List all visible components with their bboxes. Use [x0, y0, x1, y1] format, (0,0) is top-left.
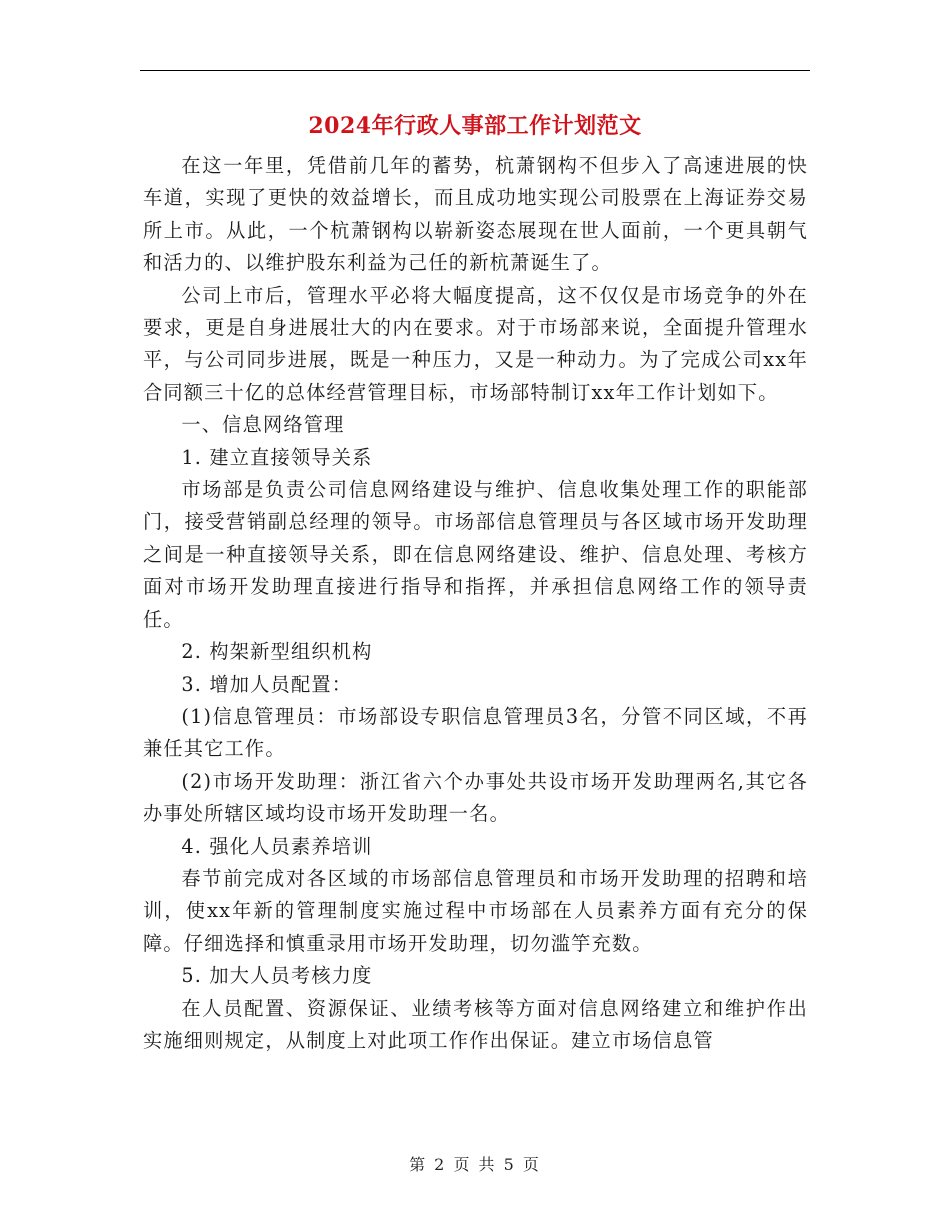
- list-item-info-manager: (1)信息管理员：市场部设专职信息管理员3名，分管不同区域，不再兼任其它工作。: [143, 704, 808, 761]
- header-rule: [140, 70, 810, 71]
- paragraph-listing: 公司上市后，管理水平必将大幅度提高，这不仅仅是市场竞争的外在要求，更是自身进展壮大的内在要求。对于市场部来说，全面提升管理水平，与公司同步进展，既是一种压力，又是一种动力。为了完成公司xx年合同额三十亿的总体经营管理目标，市场部特制订xx年工作计划如下。: [143, 283, 808, 404]
- list-item-market-assistant: (2)市场开发助理：浙江省六个办事处共设市场开发助理两名,其它各办事处所辖区域均设市场开发助理一名。: [143, 769, 808, 826]
- subheading-4: 4. 强化人员素养培训: [181, 834, 373, 858]
- page-number: 第 2 页 共 5 页: [409, 1155, 541, 1174]
- paragraph-leadership: 市场部是负责公司信息网络建设与维护、信息收集处理工作的职能部门，接受营销副总经理的领导。市场部信息管理员与各区域市场开发助理之间是一种直接领导关系，即在信息网络建设、维护、信息处理、考核方面对市场开发助理直接进行指导和指挥，并承担信息网络工作的领导责任。: [143, 478, 808, 631]
- document-body: [143, 150, 808, 1057]
- paragraph-assessment: 在人员配置、资源保证、业绩考核等方面对信息网络建立和维护作出实施细则规定，从制度上对此项工作作出保证。建立市场信息管: [143, 996, 808, 1052]
- paragraph-intro: 在这一年里，凭借前几年的蓄势，杭萧钢构不但步入了高速进展的快车道，实现了更快的效益增长，而且成功地实现公司股票在上海证券交易所上市。从此，一个杭萧钢构以崭新姿态展现在世人面前，一个更具朝气和活力的、以维护股东利益为己任的新杭萧诞生了。: [143, 154, 808, 275]
- paragraph-training: 春节前完成对各区域的市场部信息管理员和市场开发助理的招聘和培训，使xx年新的管理制度实施过程中市场部在人员素养方面有充分的保障。仔细选择和慎重录用市场开发助理，切勿滥竽充数。: [143, 866, 808, 955]
- document-title: 2024年行政人事部工作计划范文: [308, 113, 642, 139]
- subheading-3: 3. 增加人员配置：: [181, 672, 353, 696]
- section-heading-info-network: 一、信息网络管理: [181, 413, 345, 437]
- subheading-5: 5. 加大人员考核力度: [181, 964, 373, 988]
- subheading-1: 1. 建立直接领导关系: [181, 445, 373, 469]
- subheading-2: 2. 构架新型组织机构: [181, 640, 373, 664]
